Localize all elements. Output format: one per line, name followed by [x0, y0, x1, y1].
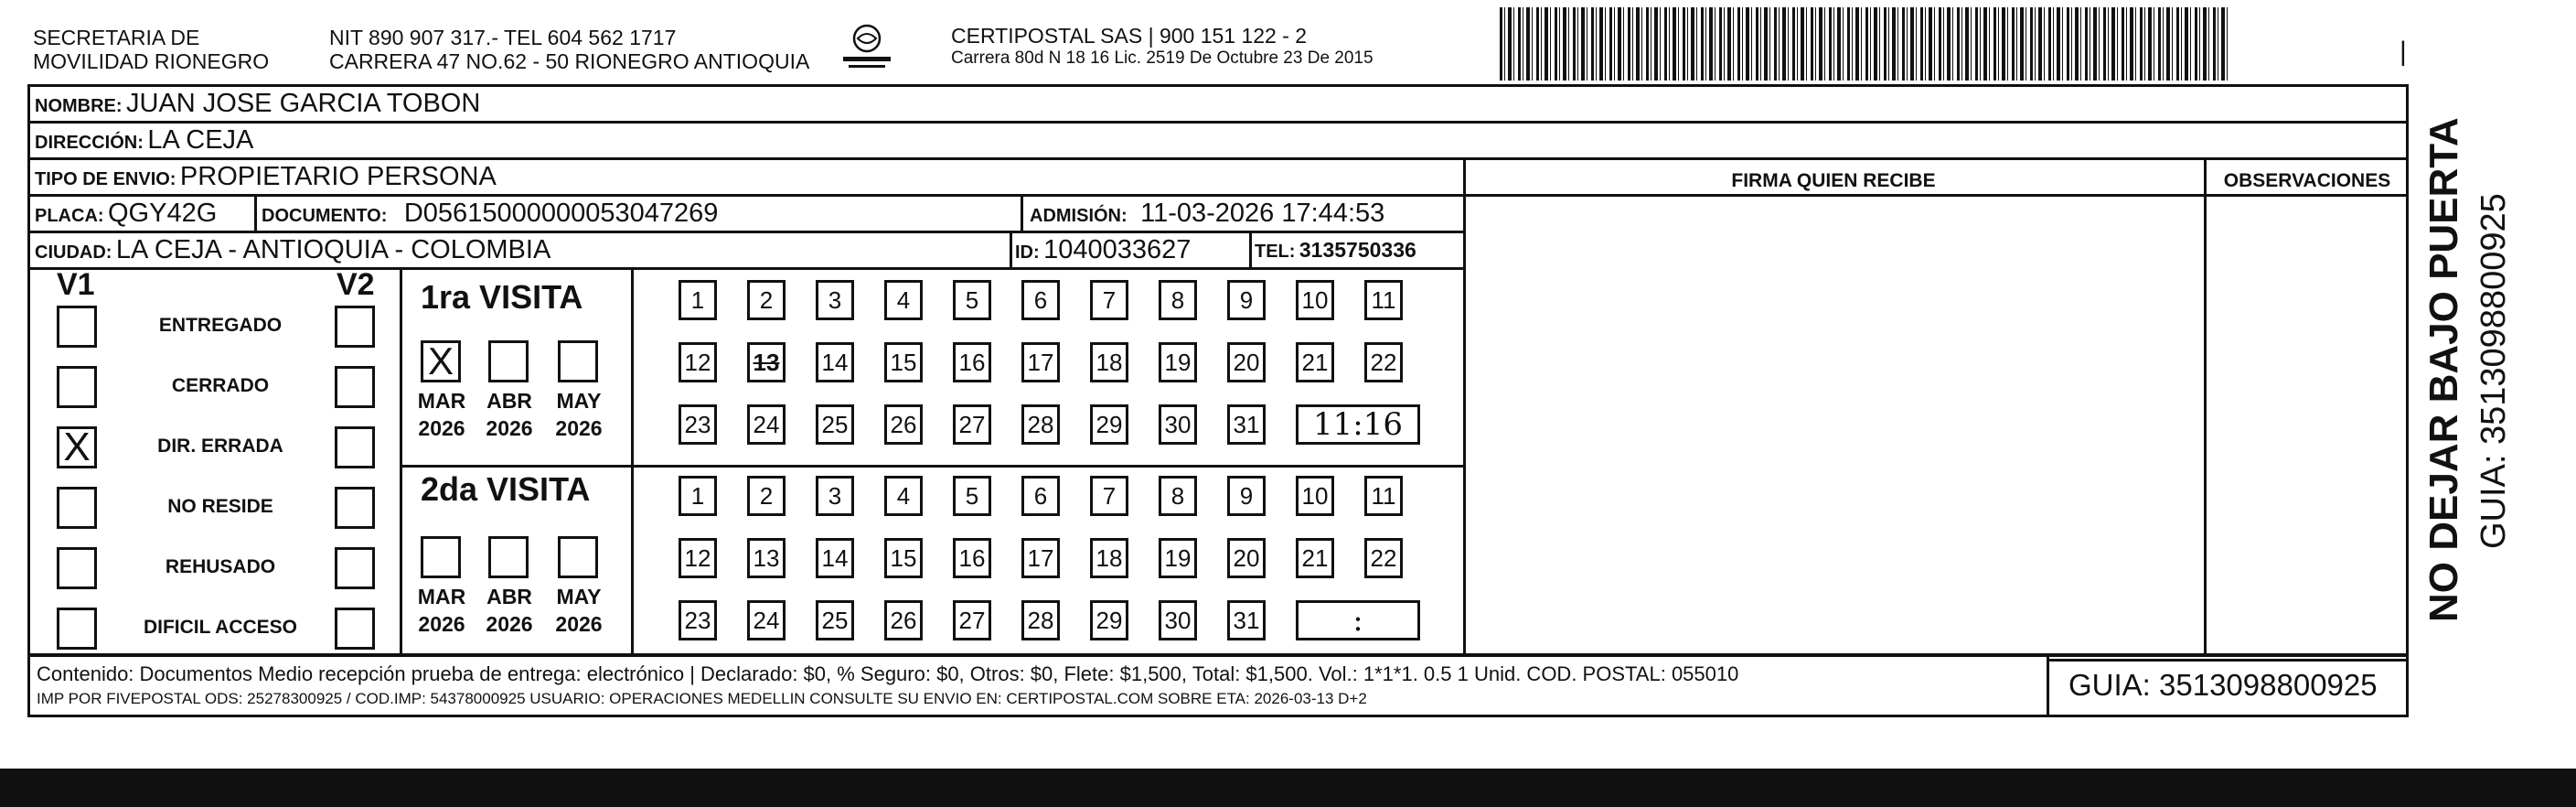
- courier-line2: Carrera 80d N 18 16 Lic. 2519 De Octubre 23 De 2015: [951, 48, 1374, 68]
- day-box[interactable]: 5: [953, 476, 991, 516]
- day-box[interactable]: 8: [1159, 280, 1197, 320]
- day-box[interactable]: 25: [816, 600, 854, 640]
- nit-line: NIT 890 907 317.- TEL 604 562 1717: [329, 26, 677, 49]
- day-box[interactable]: 12: [679, 538, 717, 578]
- day-box[interactable]: 2: [747, 280, 786, 320]
- day-box[interactable]: 30: [1159, 600, 1197, 640]
- day-box[interactable]: 16: [953, 342, 991, 382]
- month-label: ABR: [486, 389, 532, 413]
- tipo-value: PROPIETARIO PERSONA: [179, 162, 497, 191]
- admision-divider: [1021, 194, 1023, 231]
- id-divider: [1010, 231, 1012, 267]
- ciudad-label: CIUDAD:: [35, 242, 112, 263]
- placa-divider: [254, 194, 257, 231]
- sender-contact: [329, 26, 809, 73]
- firma-divider: [1463, 157, 1466, 655]
- courier-line1: CERTIPOSTAL SAS | 900 151 122 - 2: [951, 24, 1308, 48]
- day-box[interactable]: 29: [1090, 404, 1128, 445]
- id-value: 1040033627: [1043, 235, 1192, 264]
- month-label: MAR: [417, 585, 466, 608]
- footer-guia: GUIA: 3513098800925: [2068, 668, 2378, 702]
- day-box[interactable]: 3: [816, 280, 854, 320]
- documento-value: D05615000000053047269: [403, 199, 719, 228]
- day-box[interactable]: 1: [679, 476, 717, 516]
- day-box[interactable]: 24: [747, 404, 786, 445]
- day-box[interactable]: 19: [1159, 538, 1197, 578]
- admision-label: ADMISIÓN:: [1030, 206, 1128, 226]
- day-box[interactable]: 17: [1021, 538, 1060, 578]
- admision-row: [1030, 198, 1384, 233]
- v1-checkbox[interactable]: [57, 366, 97, 408]
- day-box[interactable]: 13: [747, 342, 786, 382]
- v1-label: V1: [57, 267, 95, 302]
- tel-label: TEL:: [1255, 242, 1296, 262]
- day-box[interactable]: 13: [747, 538, 786, 578]
- day-box[interactable]: 31: [1227, 600, 1266, 640]
- right-bar-mark: |: [2400, 37, 2407, 67]
- day-box[interactable]: 29: [1090, 600, 1128, 640]
- first-visit-title: 1ra VISITA: [421, 278, 583, 316]
- observaciones-header: OBSERVACIONES: [2223, 170, 2391, 191]
- v2-label: V2: [337, 267, 375, 302]
- day-box[interactable]: 10: [1296, 280, 1334, 320]
- month-checkbox[interactable]: [558, 340, 598, 382]
- tel-value: 3135750336: [1299, 238, 1416, 262]
- day-box[interactable]: 20: [1227, 538, 1266, 578]
- v2-checkbox[interactable]: [335, 366, 375, 408]
- day-box[interactable]: 5: [953, 280, 991, 320]
- id-label: ID:: [1015, 242, 1040, 263]
- visit-divider: [400, 465, 1465, 468]
- status-label: ENTREGADO: [158, 315, 283, 336]
- day-box[interactable]: 23: [679, 404, 717, 445]
- placa-row: [35, 198, 217, 233]
- tipo-row: [35, 161, 497, 197]
- day-box[interactable]: 18: [1090, 342, 1128, 382]
- time-box[interactable]: 11:16: [1296, 404, 1420, 445]
- documento-label: DOCUMENTO:: [262, 206, 388, 226]
- year-label: 2026: [555, 416, 603, 440]
- status-divider: [400, 267, 402, 655]
- documento-row: [262, 198, 718, 233]
- month-label: MAR: [417, 389, 466, 413]
- day-box[interactable]: 27: [953, 600, 991, 640]
- month-label: MAY: [556, 585, 602, 608]
- v2-checkbox[interactable]: [335, 608, 375, 650]
- footer-line1: Contenido: Documentos Medio recepción prueba de entrega: electrónico | Declarado: $0, % Seguro: $0, Otros: $0, Flete: $1,500, Total: $1,500. Vol.: 1*1*1. 0.5 1 Unid. COD. POSTAL: 055010: [37, 662, 1739, 685]
- sender-line2: MOVILIDAD RIONEGRO: [33, 49, 270, 73]
- day-box[interactable]: 11: [1364, 476, 1403, 516]
- day-box[interactable]: 26: [884, 600, 923, 640]
- tipo-label: TIPO DE ENVIO:: [35, 169, 176, 189]
- status-label: NO RESIDE: [167, 496, 273, 517]
- day-box[interactable]: 25: [816, 404, 854, 445]
- second-visit-title: 2da VISITA: [421, 470, 591, 508]
- day-box[interactable]: 3: [816, 476, 854, 516]
- v1-checkbox[interactable]: [57, 487, 97, 529]
- month-checkbox[interactable]: [558, 536, 598, 578]
- month-checkbox[interactable]: X: [421, 340, 461, 382]
- year-label: 2026: [486, 612, 533, 636]
- day-box[interactable]: 9: [1227, 280, 1266, 320]
- scan-border: [0, 769, 2576, 807]
- day-box[interactable]: 6: [1021, 476, 1060, 516]
- month-label: MAY: [556, 389, 602, 413]
- day-box[interactable]: 31: [1227, 404, 1266, 445]
- tel-row: [1255, 234, 1416, 269]
- placa-label: PLACA:: [35, 206, 104, 226]
- certipostal-logo-icon: [839, 24, 894, 75]
- courier-info: [951, 24, 1374, 70]
- sender-name: [33, 26, 269, 73]
- tel-divider: [1249, 231, 1252, 267]
- side-warning: NO DEJAR BAJO PUERTA: [2421, 117, 2466, 622]
- day-box[interactable]: 22: [1364, 342, 1403, 382]
- status-label: CERRADO: [171, 375, 270, 396]
- direccion-value: LA CEJA: [147, 125, 254, 155]
- day-box[interactable]: 15: [884, 342, 923, 382]
- day-box[interactable]: 17: [1021, 342, 1060, 382]
- ciudad-value: LA CEJA - ANTIOQUIA - COLOMBIA: [115, 235, 551, 264]
- time-box[interactable]: :: [1296, 600, 1420, 640]
- day-box[interactable]: 28: [1021, 404, 1060, 445]
- ciudad-row: [35, 234, 550, 270]
- row-divider: [27, 157, 2409, 160]
- day-box[interactable]: 21: [1296, 342, 1334, 382]
- month-checkbox[interactable]: [488, 536, 529, 578]
- day-box[interactable]: 22: [1364, 538, 1403, 578]
- day-box[interactable]: 8: [1159, 476, 1197, 516]
- day-box[interactable]: 15: [884, 538, 923, 578]
- day-box[interactable]: 2: [747, 476, 786, 516]
- v2-checkbox[interactable]: [335, 426, 375, 468]
- nombre-row: [35, 88, 480, 124]
- day-box[interactable]: 16: [953, 538, 991, 578]
- id-row: [1015, 234, 1191, 270]
- v1-checkbox[interactable]: [57, 306, 97, 348]
- obs-divider: [2204, 157, 2207, 655]
- day-box[interactable]: 27: [953, 404, 991, 445]
- v1-checkbox[interactable]: [57, 547, 97, 589]
- day-box[interactable]: 10: [1296, 476, 1334, 516]
- day-box[interactable]: 28: [1021, 600, 1060, 640]
- year-label: 2026: [486, 416, 533, 440]
- day-box[interactable]: 6: [1021, 280, 1060, 320]
- direccion-label: DIRECCIÓN:: [35, 133, 144, 153]
- status-label: DIFICIL ACCESO: [143, 617, 297, 638]
- firma-header: FIRMA QUIEN RECIBE: [1731, 170, 1936, 191]
- nombre-label: NOMBRE:: [35, 96, 123, 116]
- direccion-row: [35, 124, 253, 160]
- day-box[interactable]: 24: [747, 600, 786, 640]
- nombre-value: JUAN JOSE GARCIA TOBON: [126, 89, 481, 118]
- day-box[interactable]: 23: [679, 600, 717, 640]
- day-box[interactable]: 14: [816, 342, 854, 382]
- year-label: 2026: [418, 612, 465, 636]
- day-box[interactable]: 7: [1090, 476, 1128, 516]
- day-box[interactable]: 19: [1159, 342, 1197, 382]
- day-box[interactable]: 26: [884, 404, 923, 445]
- address-line: CARRERA 47 NO.62 - 50 RIONEGRO ANTIOQUIA: [329, 49, 810, 73]
- footer-line2: IMP POR FIVEPOSTAL ODS: 25278300925 / COD.IMP: 54378000925 USUARIO: OPERACIONES MEDELLIN CONSULTE SU ENVIO EN: CERTIPOSTAL.COM SOBRE ETA: 2026-03-13 D+2: [37, 690, 1367, 707]
- admision-value: 11-03-2026 17:44:53: [1140, 199, 1385, 228]
- month-checkbox[interactable]: [488, 340, 529, 382]
- year-label: 2026: [418, 416, 465, 440]
- day-box[interactable]: 21: [1296, 538, 1334, 578]
- v2-checkbox[interactable]: [335, 487, 375, 529]
- v1-checkbox[interactable]: X: [57, 426, 97, 468]
- visit-title-divider: [631, 267, 634, 655]
- v1-checkbox[interactable]: [57, 608, 97, 650]
- day-box[interactable]: 4: [884, 476, 923, 516]
- v2-checkbox[interactable]: [335, 306, 375, 348]
- day-box[interactable]: 4: [884, 280, 923, 320]
- placa-value: QGY42G: [108, 199, 218, 228]
- status-label: REHUSADO: [165, 556, 276, 577]
- day-box[interactable]: 20: [1227, 342, 1266, 382]
- status-label: DIR. ERRADA: [157, 436, 283, 457]
- month-label: ABR: [486, 585, 532, 608]
- day-box[interactable]: 30: [1159, 404, 1197, 445]
- day-box[interactable]: 12: [679, 342, 717, 382]
- day-box[interactable]: 14: [816, 538, 854, 578]
- sender-line1: SECRETARIA DE: [33, 26, 200, 49]
- day-box[interactable]: 11: [1364, 280, 1403, 320]
- side-guia: GUIA: 3513098800925: [2474, 193, 2513, 549]
- v2-checkbox[interactable]: [335, 547, 375, 589]
- day-box[interactable]: 9: [1227, 476, 1266, 516]
- year-label: 2026: [555, 612, 603, 636]
- day-box[interactable]: 7: [1090, 280, 1128, 320]
- day-box[interactable]: 18: [1090, 538, 1128, 578]
- barcode: [1500, 7, 2231, 81]
- month-checkbox[interactable]: [421, 536, 461, 578]
- day-box[interactable]: 1: [679, 280, 717, 320]
